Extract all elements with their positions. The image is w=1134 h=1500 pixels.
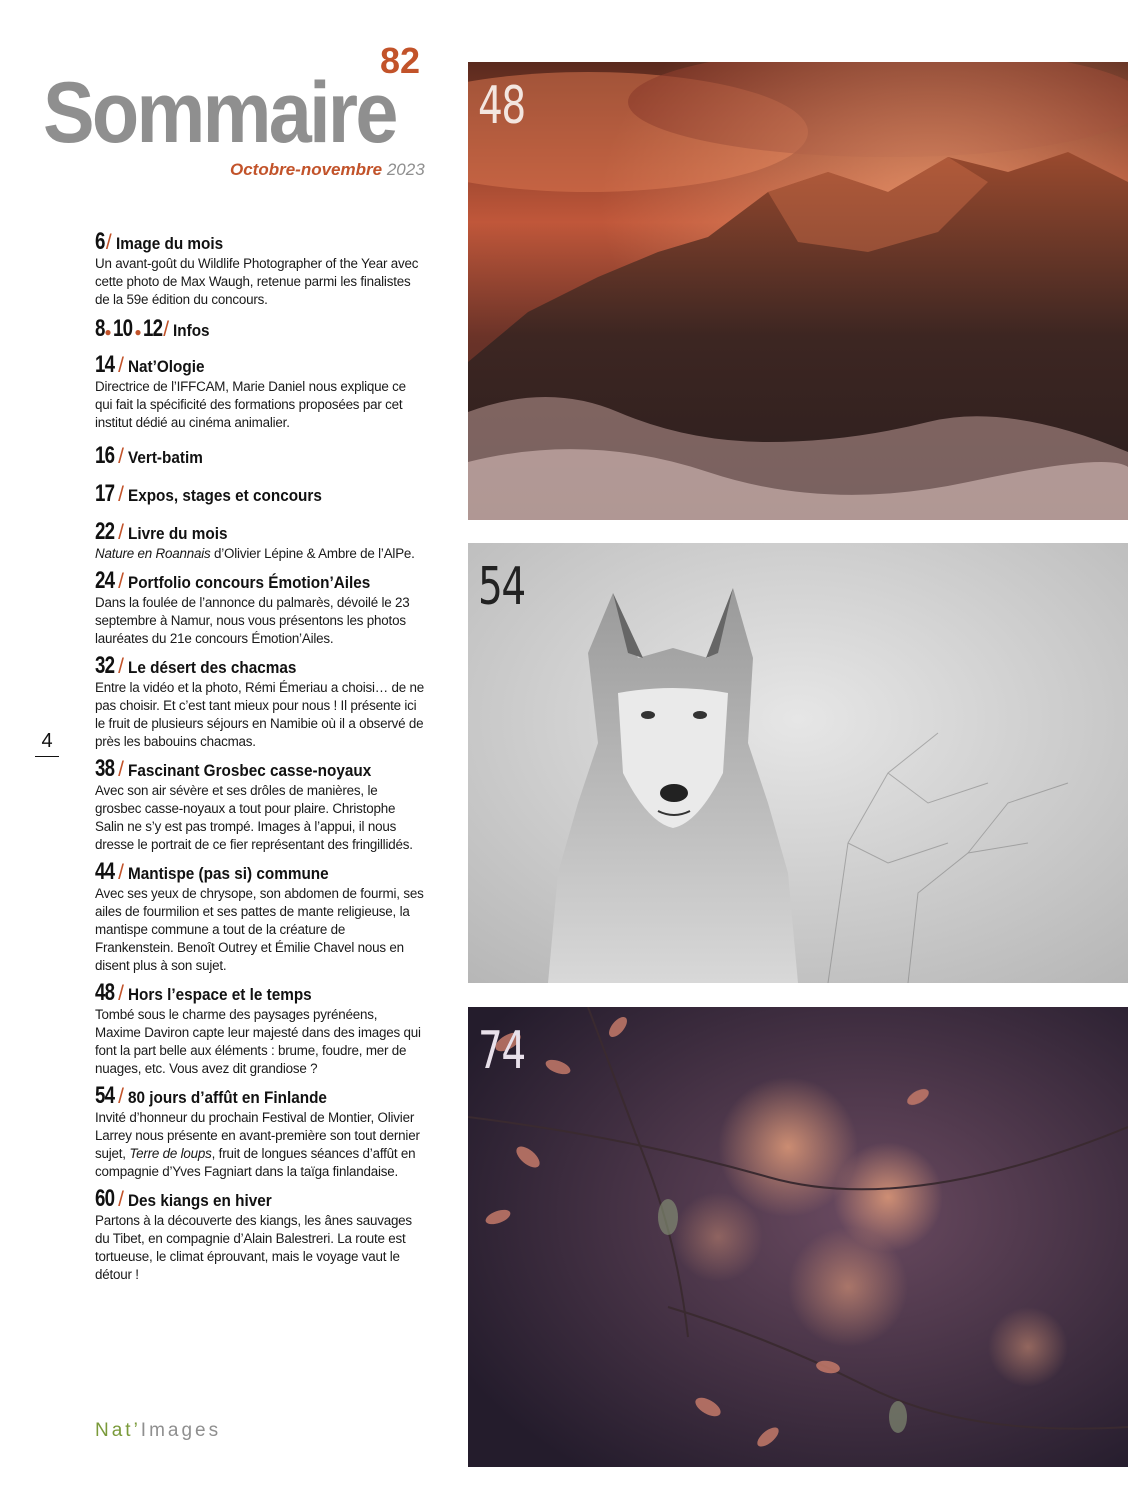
toc-title: Des kiangs en hiver xyxy=(128,1191,272,1210)
toc-description-pre: Invité d’honneur du prochain Festival de Montier, Olivier Larrey nous présente en avant-première son tout dernier sujet, xyxy=(95,1110,420,1161)
dot-separator: ● xyxy=(134,324,142,339)
issue-date xyxy=(230,160,425,180)
toc-title: Infos xyxy=(173,321,210,340)
toc-entry[interactable] xyxy=(95,353,425,432)
toc-description: Entre la vidéo et la photo, Rémi Émeriau a choisi… de ne pas choisir. Et c’est tant mieux pour nous ! Il présente ici le fruit de plusieurs séjours en Namibie où il a observé de près les babouins chacmas. xyxy=(95,680,424,749)
slash-separator: / xyxy=(118,521,124,544)
slash-separator: / xyxy=(105,231,112,254)
toc-description: Dans la foulée de l’annonce du palmarès, dévoilé le 23 septembre à Namur, nous vous présentons les photos lauréates du 21e concours Émotion’Ailes. xyxy=(95,595,410,646)
toc-page-number: 60 xyxy=(95,1185,115,1212)
toc-title: Fascinant Grosbec casse-noyaux xyxy=(128,761,372,780)
slash-separator: / xyxy=(118,354,124,377)
toc-entry[interactable] xyxy=(95,757,425,854)
slash-separator: / xyxy=(163,318,170,341)
toc-page-number: 38 xyxy=(95,755,115,782)
slash-separator: / xyxy=(118,655,124,678)
brand-part-1: Nat’ xyxy=(95,1420,141,1441)
slash-separator: / xyxy=(118,758,124,781)
toc-title: Hors l’espace et le temps xyxy=(128,985,312,1004)
slash-separator: / xyxy=(118,570,124,593)
toc-title: Portfolio concours Émotion’Ailes xyxy=(128,573,371,592)
toc-page-number: 17 xyxy=(95,480,115,507)
toc-page-number: 24 xyxy=(95,567,115,594)
toc-description: Avec son air sévère et ses drôles de manières, le grosbec casse-noyaux a tout pour plaire. Christophe Salin ne s’y est pas trompé. Images à l’appui, il nous dresse le portrait de ce fier représentant des fringillidés. xyxy=(95,783,413,852)
leaves-illustration xyxy=(468,1007,1128,1467)
issue-number: 82 xyxy=(380,40,421,81)
toc-title: Mantispe (pas si) commune xyxy=(128,864,329,883)
toc-page-number: 14 xyxy=(95,351,115,378)
toc-page-number: 16 xyxy=(95,442,115,469)
toc-page-number: 48 xyxy=(95,979,115,1006)
toc-description xyxy=(95,545,425,563)
toc-page-number: 32 xyxy=(95,652,115,679)
toc-entry-infos[interactable] xyxy=(95,317,425,341)
toc-entry[interactable] xyxy=(95,654,425,751)
table-of-contents xyxy=(95,230,425,1290)
brand-part-2: Images xyxy=(140,1420,222,1441)
toc-entry[interactable] xyxy=(95,230,425,309)
toc-page-number: 44 xyxy=(95,858,115,885)
photo-leaves-bokeh[interactable] xyxy=(468,1007,1128,1467)
toc-entry[interactable] xyxy=(95,569,425,648)
toc-entry[interactable] xyxy=(95,520,425,563)
toc-title: Nat’Ologie xyxy=(128,357,205,376)
toc-title: 80 jours d’affût en Finlande xyxy=(128,1088,327,1107)
toc-entry[interactable] xyxy=(95,482,425,506)
toc-description: Tombé sous le charme des paysages pyrénéens, Maxime Daviron capte leur majesté dans des images qui font la part belle aux éléments : brume, foudre, mer de nuages, etc. Vous avez dit grandiose ? xyxy=(95,1007,421,1076)
wolf-illustration xyxy=(468,543,1128,983)
toc-description xyxy=(95,1109,425,1181)
photo-mountain-sunset[interactable] xyxy=(468,62,1128,520)
toc-title: Livre du mois xyxy=(128,524,228,543)
slash-separator: / xyxy=(118,1085,124,1108)
toc-description-rest: d’Olivier Lépine & Ambre de l’AlPe. xyxy=(210,546,415,561)
toc-title: Image du mois xyxy=(115,234,223,253)
toc-page-number: 54 xyxy=(95,1082,115,1109)
page-folio: 4 xyxy=(35,730,59,757)
toc-description-rest: , fruit de longues séances d’affût en compagnie d’Yves Fagniart dans la taïga finlandaise. xyxy=(95,1146,416,1179)
photo-page-label: 74 xyxy=(478,1021,525,1081)
magazine-brand xyxy=(95,1420,221,1442)
page-title: Sommaire xyxy=(43,65,396,161)
toc-title: Vert-batim xyxy=(128,448,203,467)
toc-description: Un avant-goût du Wildlife Photographer of the Year avec cette photo de Max Waugh, retenue parmi les finalistes de la 59e édition du concours. xyxy=(95,256,419,307)
dot-separator: ● xyxy=(104,324,112,339)
toc-description: Directrice de l’IFFCAM, Marie Daniel nous explique ce qui fait la spécificité des formations proposées par cet institut dédié au cinéma animalier. xyxy=(95,379,406,430)
photo-page-label: 54 xyxy=(478,557,525,617)
toc-title: Le désert des chacmas xyxy=(128,658,297,677)
toc-page-number: 8 xyxy=(95,315,105,342)
toc-description: Partons à la découverte des kiangs, les ânes sauvages du Tibet, en compagnie d’Alain Balestreri. La route est tortueuse, le climat éprouvant, mais le voyage vaut le détour ! xyxy=(95,1213,412,1282)
issue-date-year: 2023 xyxy=(386,160,425,179)
slash-separator: / xyxy=(118,982,124,1005)
film-title: Terre de loups xyxy=(129,1146,212,1161)
slash-separator: / xyxy=(118,861,124,884)
slash-separator: / xyxy=(118,445,124,468)
toc-entry[interactable] xyxy=(95,1187,425,1284)
toc-page-number: 22 xyxy=(95,518,115,545)
photo-page-label: 48 xyxy=(478,76,525,136)
toc-entry[interactable] xyxy=(95,860,425,975)
slash-separator: / xyxy=(118,483,124,506)
issue-date-months: Octobre-novembre xyxy=(230,160,383,179)
toc-entry[interactable] xyxy=(95,444,425,468)
slash-separator: / xyxy=(118,1188,124,1211)
photo-wolf[interactable] xyxy=(468,543,1128,983)
book-title: Nature en Roannais xyxy=(95,546,211,561)
toc-page-number: 6 xyxy=(95,228,105,255)
toc-title: Expos, stages et concours xyxy=(128,486,322,505)
toc-entry[interactable] xyxy=(95,1084,425,1181)
mountain-illustration xyxy=(468,62,1128,520)
toc-entry[interactable] xyxy=(95,981,425,1078)
toc-page-number: 10 xyxy=(112,315,132,342)
toc-page-number: 12 xyxy=(142,315,162,342)
toc-description: Avec ses yeux de chrysope, son abdomen de fourmi, ses ailes de fourmilion et ses pattes de mante religieuse, la mantispe commune a tout de la créature de Frankenstein. Benoît Outrey et Émilie Chavel nous en disent plus à son sujet. xyxy=(95,886,424,973)
